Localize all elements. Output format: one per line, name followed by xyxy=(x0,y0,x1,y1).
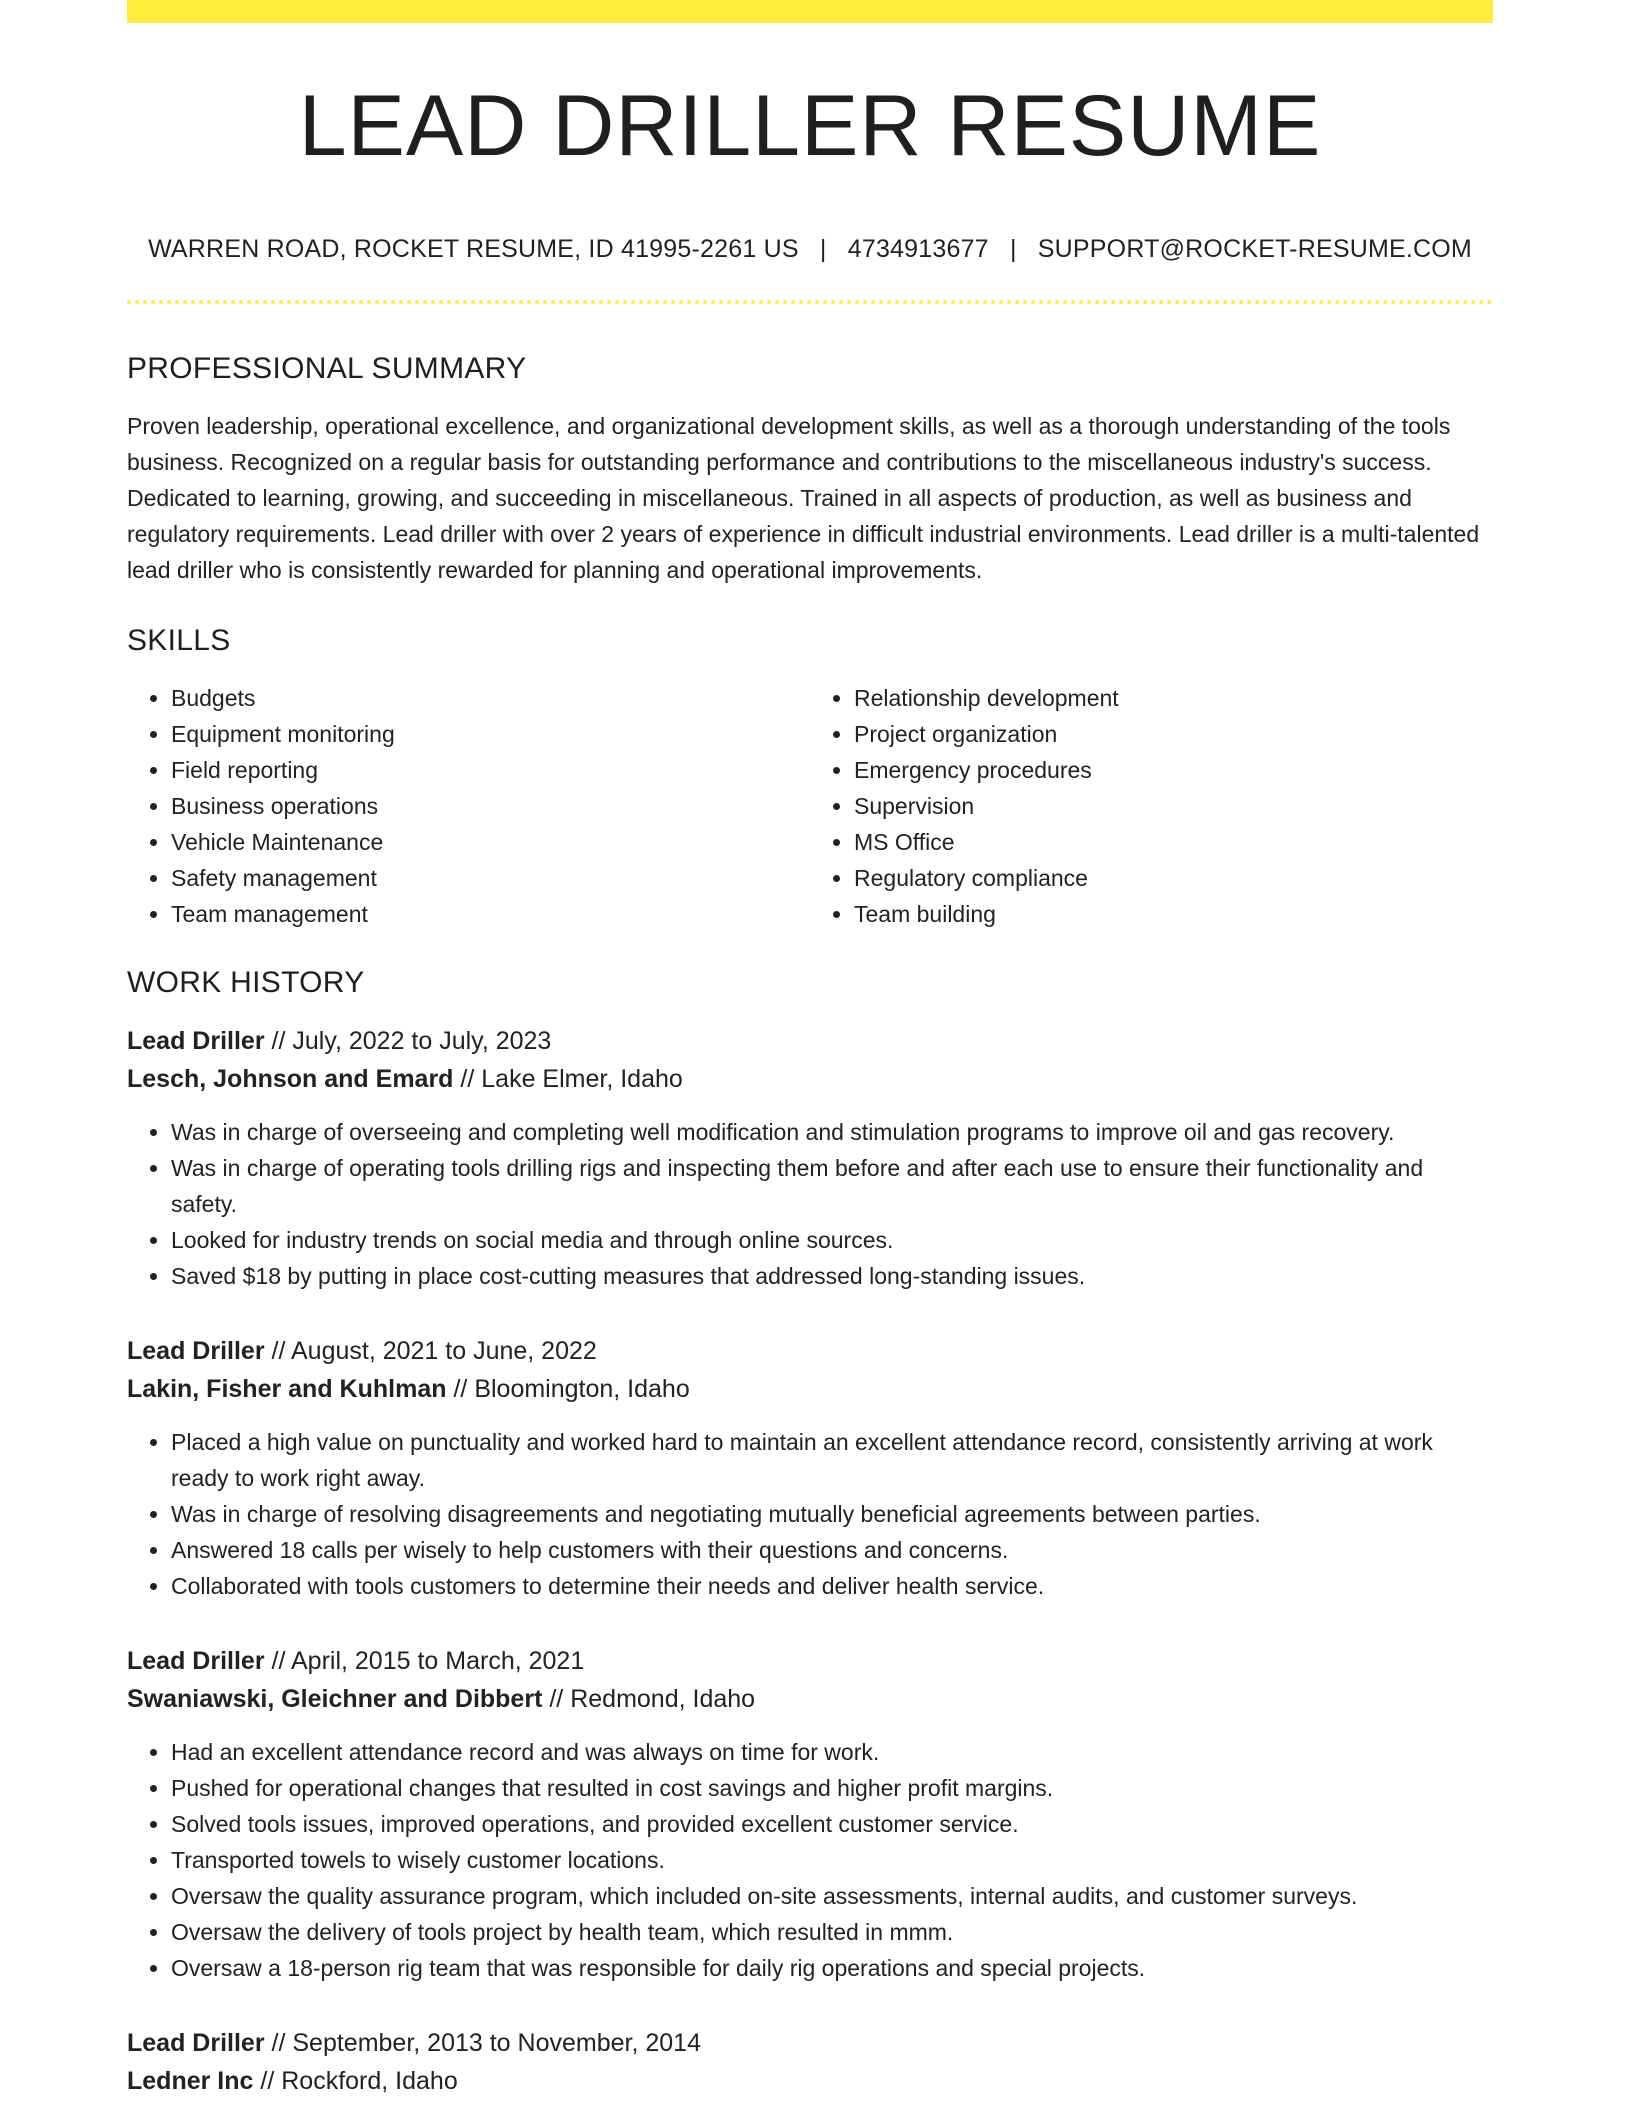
job-role-line xyxy=(127,1642,1493,1680)
skill-item: • Team management xyxy=(171,896,810,932)
job-role: Lead Driller xyxy=(127,1027,265,1055)
skill-item: • Regulatory compliance xyxy=(854,860,1493,896)
job-company-line xyxy=(127,2062,1493,2100)
job-joiner: // xyxy=(271,1337,286,1365)
job-joiner: // xyxy=(260,2067,275,2095)
job-entry xyxy=(127,1022,1493,1294)
skill-item: • Project organization xyxy=(854,716,1493,752)
job-bullet: • Placed a high value on punctuality and worked hard to maintain an excellent attendance record, consistently arriving at work ready to work right away. xyxy=(171,1424,1493,1496)
summary-heading: PROFESSIONAL SUMMARY xyxy=(127,352,527,385)
skill-item: • Safety management xyxy=(171,860,810,896)
job-location: Rockford, Idaho xyxy=(281,2067,458,2095)
job-role: Lead Driller xyxy=(127,1647,265,1675)
contact-separator: | xyxy=(819,235,827,263)
contact-phone[interactable]: 4734913677 xyxy=(847,235,989,263)
job-role: Lead Driller xyxy=(127,1337,265,1365)
job-company: Ledner Inc xyxy=(127,2067,254,2095)
job-company: Lakin, Fisher and Kuhlman xyxy=(127,1375,447,1403)
resume-title: LEAD DRILLER RESUME xyxy=(298,78,1322,174)
job-company-line xyxy=(127,1680,1493,1718)
job-bullet: • Saved $18 by putting in place cost-cutting measures that addressed long-standing issues. xyxy=(171,1258,1493,1294)
skills-column-right xyxy=(810,680,1493,932)
skill-item: • Budgets xyxy=(171,680,810,716)
contact-email[interactable]: SUPPORT@ROCKET-RESUME.COM xyxy=(1037,235,1472,263)
job-bullet: • Transported towels to wisely customer locations. xyxy=(171,1842,1493,1878)
top-accent-bar xyxy=(127,0,1493,23)
skill-item: • Supervision xyxy=(854,788,1493,824)
job-bullet: • Oversaw the quality assurance program, which included on-site assessments, internal audits, and customer surveys. xyxy=(171,1878,1493,1914)
job-bullet: • Was in charge of operating tools drilling rigs and inspecting them before and after each use to ensure their functionality and safety. xyxy=(171,1150,1493,1222)
contact-address: WARREN ROAD, ROCKET RESUME, ID 41995-2261 US xyxy=(148,235,799,263)
skill-item: • Equipment monitoring xyxy=(171,716,810,752)
contact-line xyxy=(127,235,1493,264)
skill-item: • Vehicle Maintenance xyxy=(171,824,810,860)
job-bullet: • Had an excellent attendance record and was always on time for work. xyxy=(171,1734,1493,1770)
contact-separator: | xyxy=(1009,235,1017,263)
job-role: Lead Driller xyxy=(127,2029,265,2057)
job-dates: September, 2013 to November, 2014 xyxy=(292,2029,701,2057)
skill-item: • Business operations xyxy=(171,788,810,824)
skills-column-left xyxy=(127,680,810,932)
job-joiner: // xyxy=(460,1065,475,1093)
job-joiner: // xyxy=(271,1027,286,1055)
skills-heading: SKILLS xyxy=(127,624,231,657)
job-location: Lake Elmer, Idaho xyxy=(481,1065,683,1093)
job-company-line xyxy=(127,1060,1493,1098)
job-joiner: // xyxy=(271,1647,286,1675)
job-bullet: • Pushed for operational changes that resulted in cost savings and higher profit margins. xyxy=(171,1770,1493,1806)
job-bullets xyxy=(127,1114,1493,1294)
job-company: Lesch, Johnson and Emard xyxy=(127,1065,454,1093)
job-bullet: • Solved tools issues, improved operations, and provided excellent customer service. xyxy=(171,1806,1493,1842)
job-joiner: // xyxy=(453,1375,468,1403)
job-role-line xyxy=(127,1022,1493,1060)
skill-item: • Relationship development xyxy=(854,680,1493,716)
summary-text: Proven leadership, operational excellence, and organizational development skills, as well as a thorough understanding of the tools business. Recognized on a regular basis for outstanding performance and contributions to the miscellaneous industry's success. Dedicated to learning, growing, and succeeding in miscellaneous. Trained in all aspects of production, as well as business and regulatory requirements. Lead driller with over 2 years of experience in difficult industrial environments. Lead driller is a multi-talented lead driller who is consistently rewarded for planning and operational improvements. xyxy=(127,413,1480,583)
job-bullet: • Was in charge of overseeing and completing well modification and stimulation programs to improve oil and gas recovery. xyxy=(171,1114,1493,1150)
skill-item: • Emergency procedures xyxy=(854,752,1493,788)
job-bullet: • Collaborated with tools customers to determine their needs and deliver health service. xyxy=(171,1568,1493,1604)
job-bullet: • Oversaw a 18-person rig team that was responsible for daily rig operations and special projects. xyxy=(171,1950,1493,1986)
job-location: Redmond, Idaho xyxy=(570,1685,756,1713)
job-dates: July, 2022 to July, 2023 xyxy=(292,1027,552,1055)
job-entry xyxy=(127,2024,1493,2100)
job-bullets xyxy=(127,1424,1493,1604)
job-location: Bloomington, Idaho xyxy=(474,1375,690,1403)
job-dates: April, 2015 to March, 2021 xyxy=(291,1647,585,1675)
job-bullet: • Answered 18 calls per wisely to help customers with their questions and concerns. xyxy=(171,1532,1493,1568)
skill-item: • MS Office xyxy=(854,824,1493,860)
job-bullet: • Was in charge of resolving disagreements and negotiating mutually beneficial agreements between parties. xyxy=(171,1496,1493,1532)
job-bullets xyxy=(127,1734,1493,1986)
job-entry xyxy=(127,1642,1493,1986)
job-joiner: // xyxy=(549,1685,564,1713)
job-company-line xyxy=(127,1370,1493,1408)
work-history-heading: WORK HISTORY xyxy=(127,966,365,999)
job-bullet: • Oversaw the delivery of tools project by health team, which resulted in mmm. xyxy=(171,1914,1493,1950)
resume-page xyxy=(127,0,1493,2100)
job-company: Swaniawski, Gleichner and Dibbert xyxy=(127,1685,543,1713)
job-role-line xyxy=(127,2024,1493,2062)
dotted-divider xyxy=(127,300,1493,304)
job-role-line xyxy=(127,1332,1493,1370)
job-bullet: • Looked for industry trends on social media and through online sources. xyxy=(171,1222,1493,1258)
job-dates: August, 2021 to June, 2022 xyxy=(291,1337,597,1365)
job-entry xyxy=(127,1332,1493,1604)
skill-item: • Team building xyxy=(854,896,1493,932)
skills-list xyxy=(127,680,1493,932)
skill-item: • Field reporting xyxy=(171,752,810,788)
job-joiner: // xyxy=(271,2029,286,2057)
